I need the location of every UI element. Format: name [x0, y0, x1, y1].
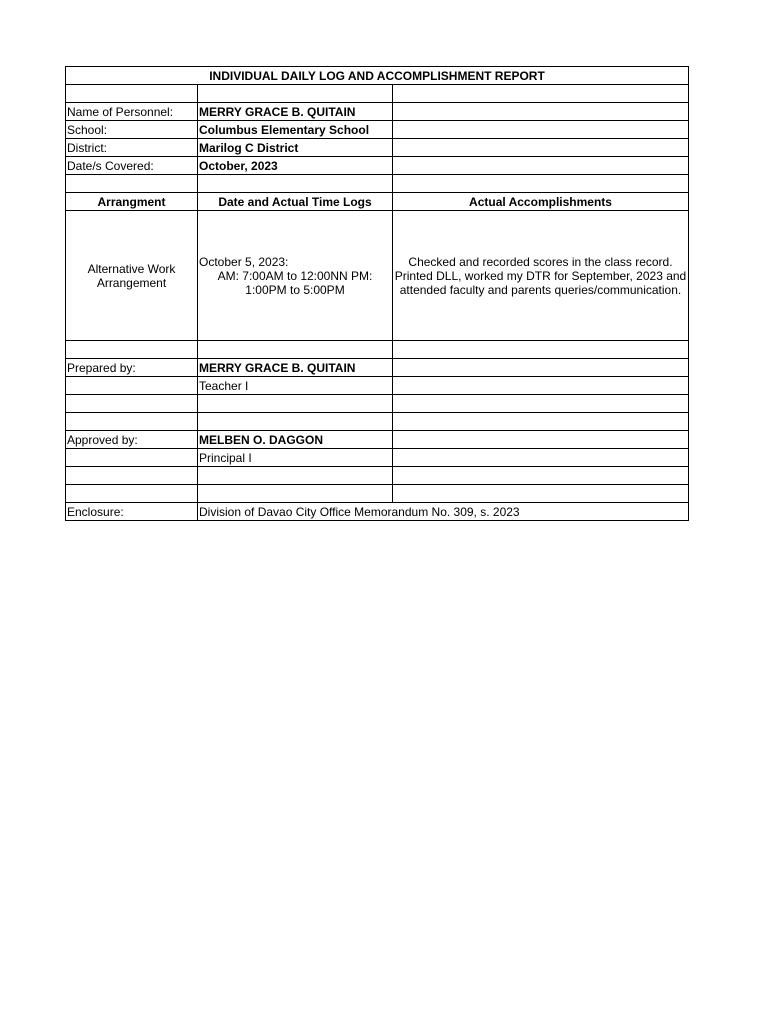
blank-cell [393, 139, 689, 157]
school-label: School: [66, 121, 198, 139]
district-row [66, 139, 689, 157]
report-title: INDIVIDUAL DAILY LOG AND ACCOMPLISHMENT REPORT [66, 67, 689, 85]
blank-cell [393, 449, 689, 467]
prepared-label: Prepared by: [66, 359, 198, 377]
approved-label: Approved by: [66, 431, 198, 449]
blank-cell [393, 359, 689, 377]
entry-date: October 5, 2023: [199, 254, 289, 269]
header-time-logs: Date and Actual Time Logs [198, 193, 393, 211]
blank-cell [393, 431, 689, 449]
entry-time-logs [198, 211, 393, 341]
blank-cell [198, 413, 393, 431]
personnel-row [66, 103, 689, 121]
dates-row [66, 157, 689, 175]
blank-cell [393, 413, 689, 431]
blank-cell [198, 85, 393, 103]
blank-cell [393, 485, 689, 503]
blank-cell [393, 467, 689, 485]
blank-cell [198, 467, 393, 485]
blank-cell [393, 175, 689, 193]
blank-row [66, 413, 689, 431]
header-row [66, 193, 689, 211]
entry-arrangement: Alternative Work Arrangement [66, 211, 198, 341]
personnel-value: MERRY GRACE B. QUITAIN [198, 103, 393, 121]
approved-name: MELBEN O. DAGGON [198, 431, 393, 449]
blank-cell [66, 485, 198, 503]
blank-cell [393, 121, 689, 139]
district-value: Marilog C District [198, 139, 393, 157]
entry-time-pm: PM: 1:00PM to 5:00PM [245, 268, 373, 297]
blank-cell [393, 103, 689, 121]
enclosure-label: Enclosure: [66, 503, 198, 521]
prepared-position: Teacher I [198, 377, 393, 395]
blank-cell [66, 377, 198, 395]
blank-cell [66, 395, 198, 413]
blank-cell [393, 341, 689, 359]
dates-label: Date/s Covered: [66, 157, 198, 175]
blank-row [66, 485, 689, 503]
approved-row [66, 431, 689, 449]
personnel-label: Name of Personnel: [66, 103, 198, 121]
title-row [66, 67, 689, 85]
blank-cell [393, 157, 689, 175]
blank-cell [393, 377, 689, 395]
blank-cell [198, 341, 393, 359]
header-arrangement: Arrangment [66, 193, 198, 211]
prepared-name: MERRY GRACE B. QUITAIN [198, 359, 393, 377]
blank-cell [66, 413, 198, 431]
enclosure-value: Division of Davao City Office Memorandum No. 309, s. 2023 [198, 503, 689, 521]
blank-cell [393, 85, 689, 103]
school-value: Columbus Elementary School [198, 121, 393, 139]
blank-cell [198, 395, 393, 413]
approved-position: Principal I [198, 449, 393, 467]
blank-cell [66, 85, 198, 103]
entry-accomplishment: Checked and recorded scores in the class record. Printed DLL, worked my DTR for September, 2023 and attended faculty and parents queries/communication. [393, 211, 689, 341]
school-row [66, 121, 689, 139]
blank-row [66, 175, 689, 193]
blank-row [66, 85, 689, 103]
blank-row [66, 341, 689, 359]
district-label: District: [66, 139, 198, 157]
blank-cell [198, 485, 393, 503]
blank-row [66, 395, 689, 413]
blank-cell [393, 395, 689, 413]
prepared-row [66, 359, 689, 377]
dates-value: October, 2023 [198, 157, 393, 175]
blank-cell [66, 449, 198, 467]
blank-cell [66, 341, 198, 359]
approved-position-row [66, 449, 689, 467]
blank-cell [66, 467, 198, 485]
blank-row [66, 467, 689, 485]
enclosure-row [66, 503, 689, 521]
entry-time-am: AM: 7:00AM to 12:00NN [217, 268, 348, 283]
blank-cell [66, 175, 198, 193]
prepared-position-row [66, 377, 689, 395]
blank-cell [198, 175, 393, 193]
header-accomplishments: Actual Accomplishments [393, 193, 689, 211]
entry-row [66, 211, 689, 341]
report-table [65, 66, 689, 521]
